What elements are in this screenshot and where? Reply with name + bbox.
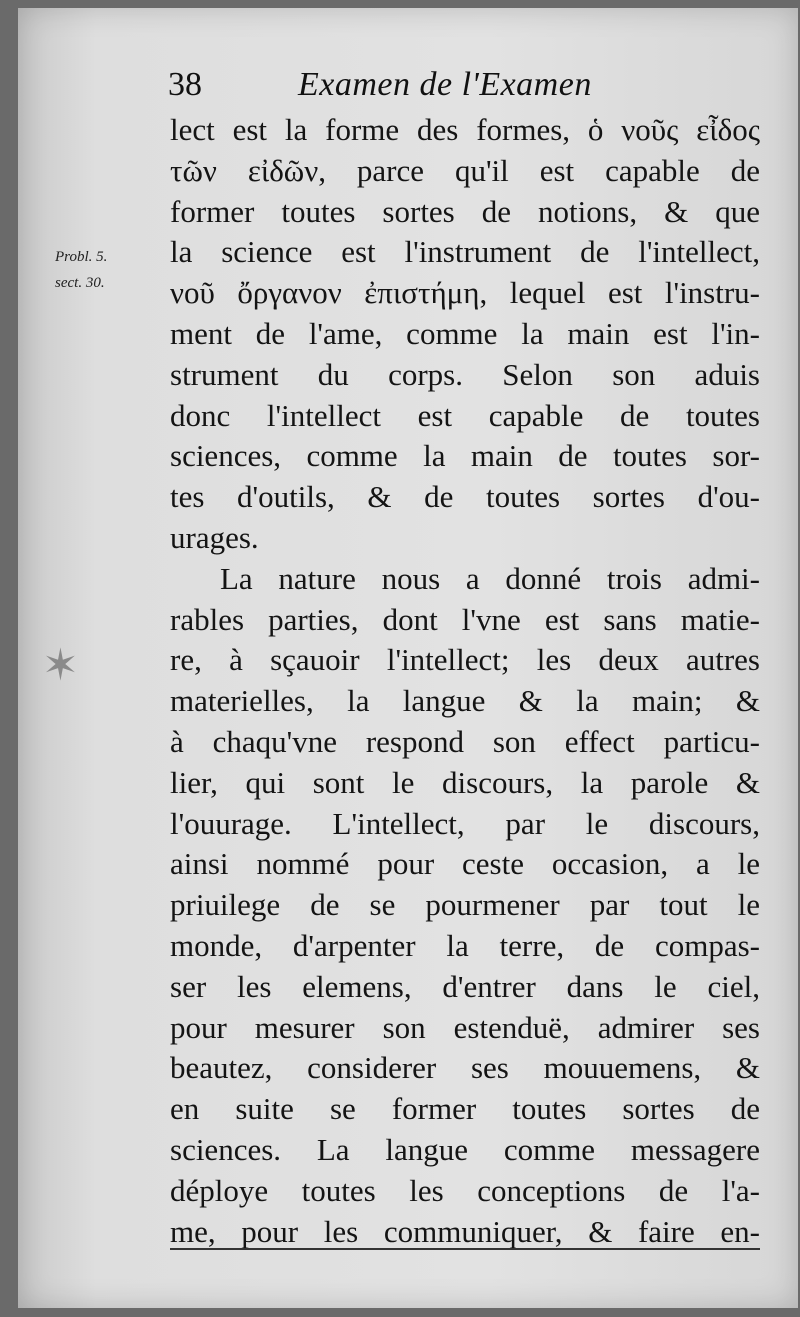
margin-note: [55, 244, 165, 296]
text-line: lect est la forme des formes, ὁ νοῦς εἶδος: [170, 112, 760, 147]
text-line: en suite se former toutes sortes de: [170, 1091, 760, 1127]
text-line: priuilege de se pourmener par tout le: [170, 887, 760, 923]
text-line: re, à sçauoir l'intellect; les deux autres: [170, 642, 760, 678]
text-line: sciences, comme la main de toutes sor-: [170, 438, 760, 474]
text-line: materielles, la langue & la main; &: [170, 683, 760, 719]
text-line: former toutes sortes de notions, & que: [170, 193, 760, 229]
text-line: rables parties, dont l'vne est sans matie-: [170, 601, 760, 637]
margin-note-line: Probl. 5.: [55, 249, 108, 265]
text-line: lier, qui sont le discours, la parole &: [170, 764, 760, 800]
bottom-rule: [170, 1248, 760, 1250]
body-text: [170, 110, 760, 1252]
text-line: beautez, considerer ses mouuemens, &: [170, 1050, 760, 1086]
running-title: Examen de l'Examen: [298, 66, 592, 103]
text-line: déploye toutes les conceptions de l'a-: [170, 1172, 760, 1208]
text-line: à chaqu'vne respond son effect particu-: [170, 723, 760, 759]
text-line: τῶν εἰδῶν, parce qu'il est capable de: [170, 152, 760, 188]
text-line: l'ouurage. L'intellect, par le discours,: [170, 805, 760, 841]
ink-star-mark-icon: ✶: [42, 640, 79, 691]
text-line: ser les elemens, d'entrer dans le ciel,: [170, 968, 760, 1004]
running-head: [168, 66, 768, 106]
text-line: monde, d'arpenter la terre, de compas-: [170, 927, 760, 963]
text-line: La nature nous a donné trois admi-: [220, 560, 760, 596]
text-line: donc l'intellect est capable de toutes: [170, 397, 760, 433]
margin-note-line: sect. 30.: [55, 275, 105, 291]
page-number: 38: [168, 66, 202, 103]
text-line: la science est l'instrument de l'intellect,: [170, 234, 760, 270]
text-line: strument du corps. Selon son aduis: [170, 356, 760, 392]
text-line: ment de l'ame, comme la main est l'in-: [170, 315, 760, 351]
text-line: pour mesurer son estenduë, admirer ses: [170, 1009, 760, 1045]
text-line: me, pour les communiquer, & faire en-: [170, 1213, 760, 1249]
text-line: ainsi nommé pour ceste occasion, a le: [170, 846, 760, 882]
text-line: urages.: [170, 519, 259, 555]
text-line: tes d'outils, & de toutes sortes d'ou-: [170, 479, 760, 515]
text-line: sciences. La langue comme messagere: [170, 1131, 760, 1167]
text-line: νοῦ ὄργανον ἐπιστήμη, lequel est l'instru-: [170, 275, 760, 311]
